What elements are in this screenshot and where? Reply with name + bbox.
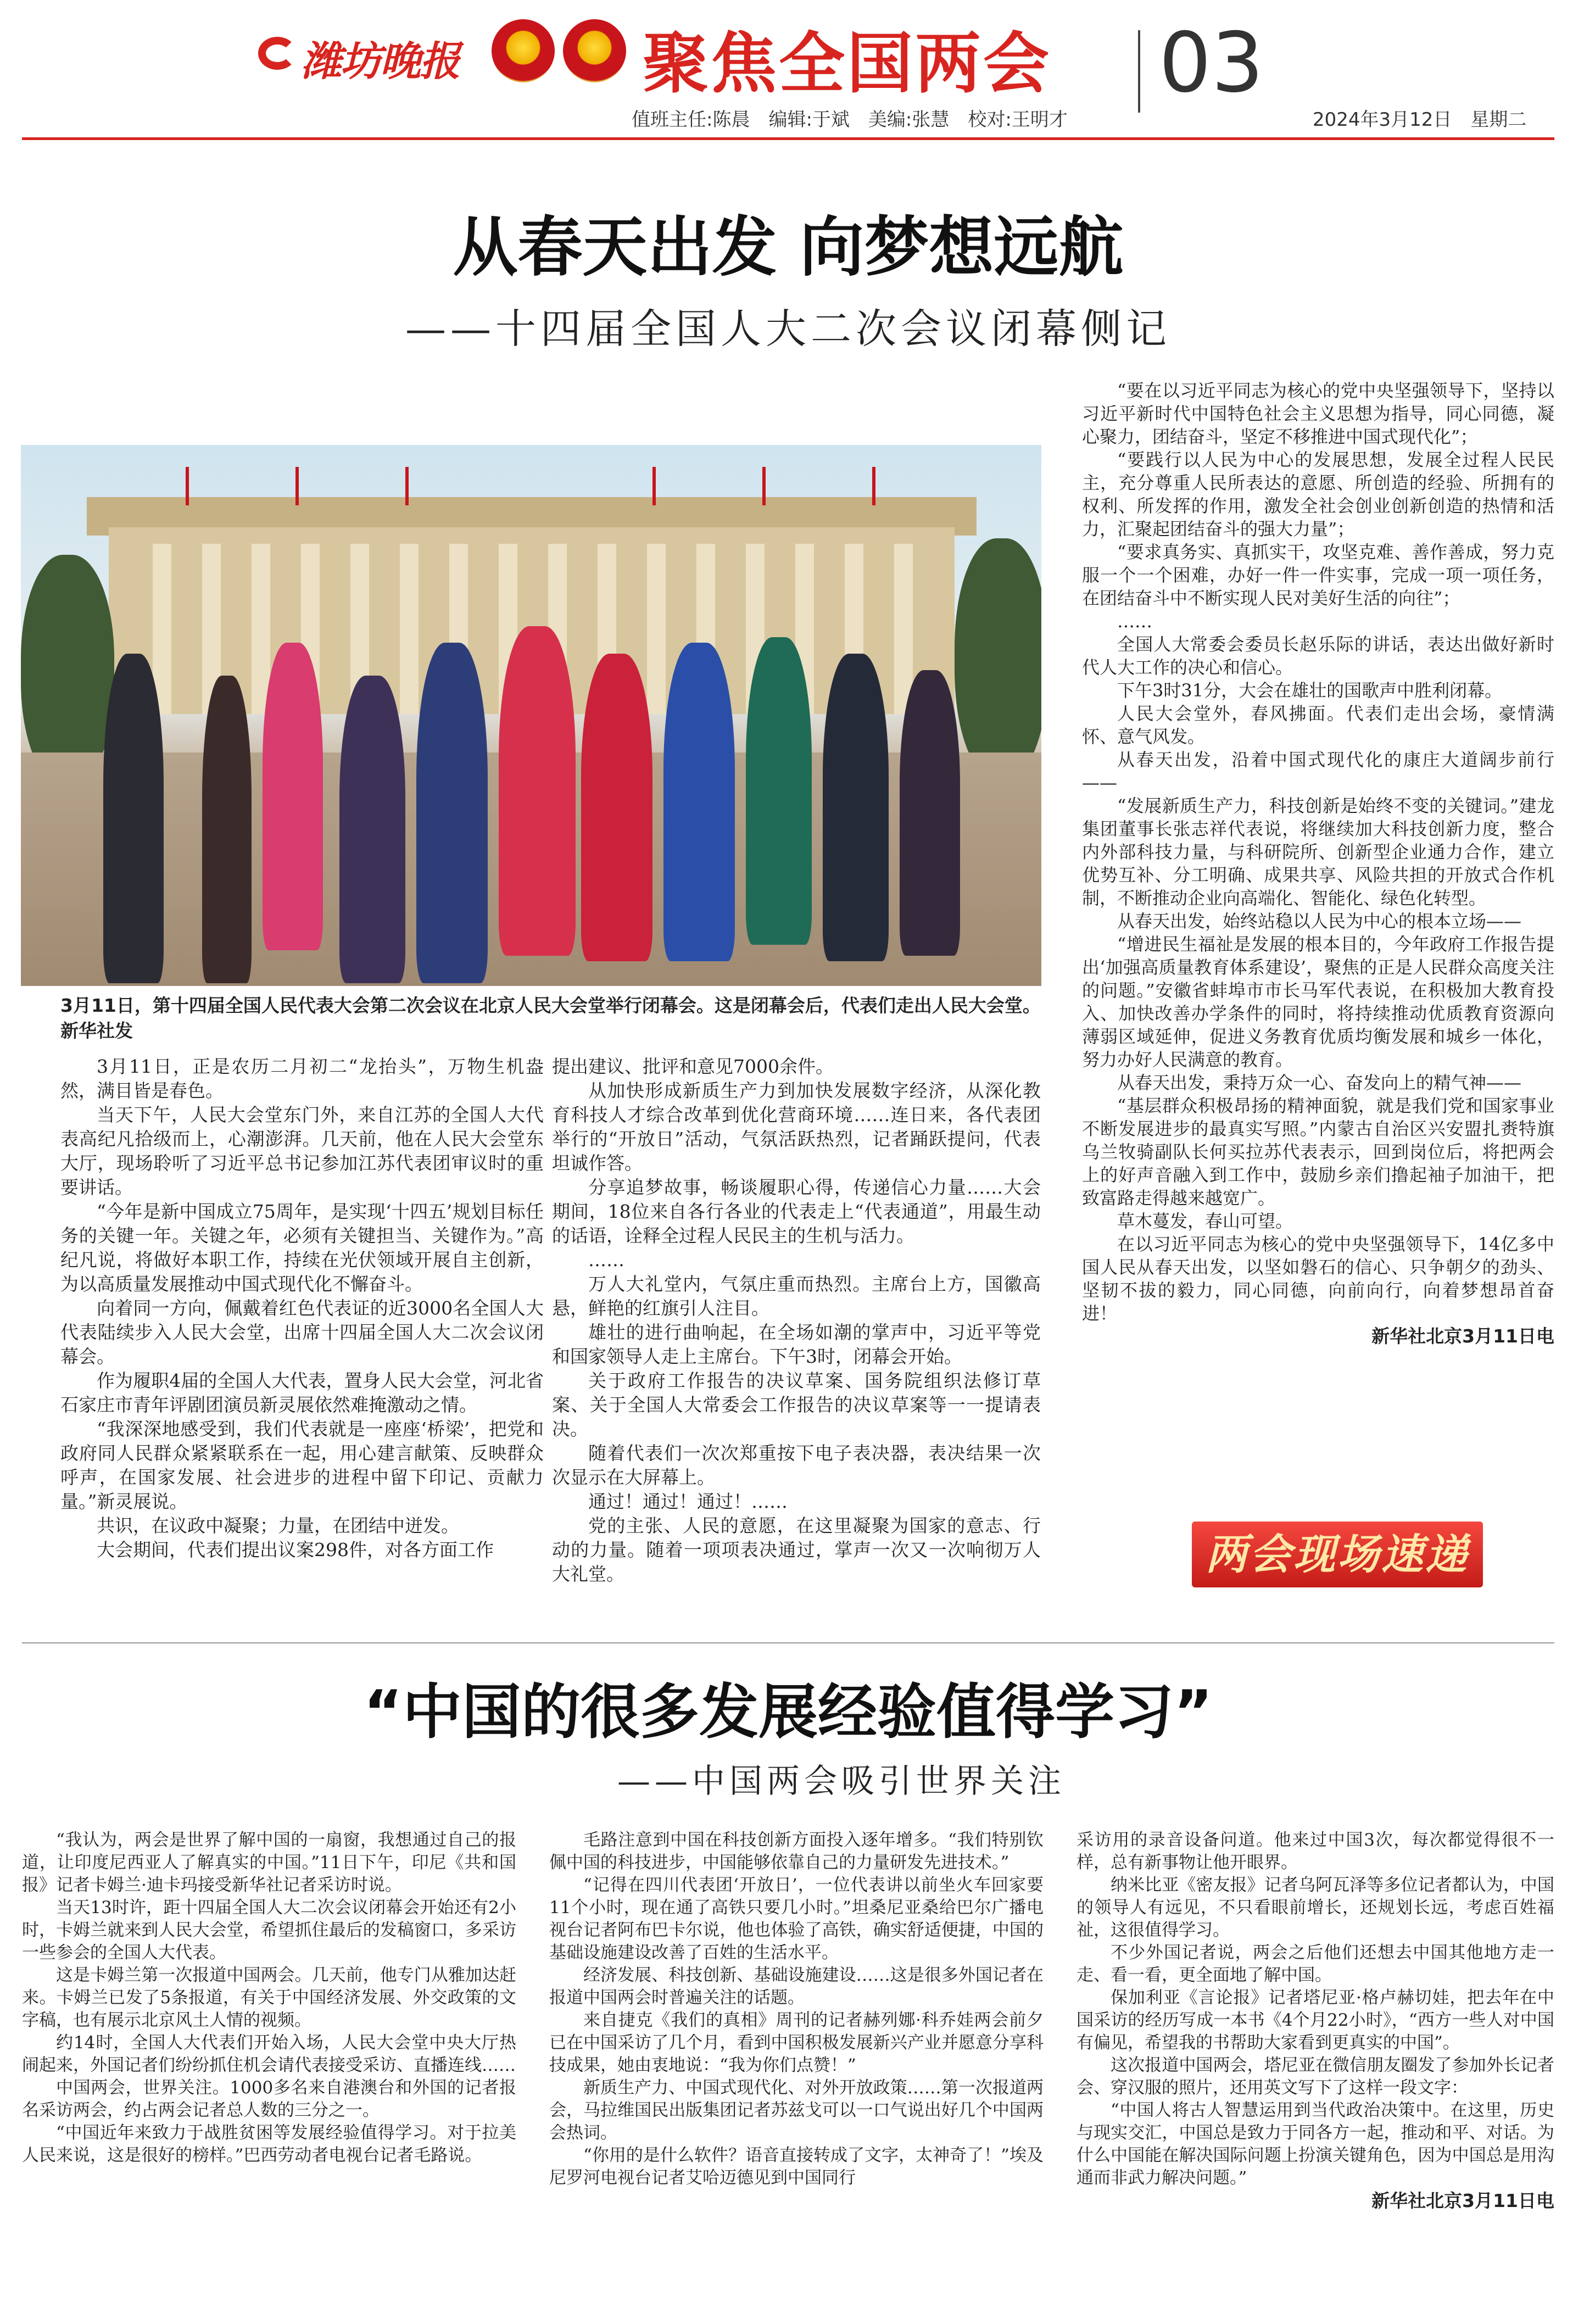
paragraph: 分享追梦故事，畅谈履职心得，传递信心力量……大会期间，18位来自各行各业的代表走上“代表通道”，用最生动的话语，诠释全过程人民民主的生机与活力。 <box>552 1177 1041 1246</box>
paragraph: 保加利亚《言论报》记者塔尼亚·格卢赫切娃，把去年在中国采访的经历写成一本书《4个月22小时》，“西方一些人对中国有偏见，希望我的书帮助大家看到更真实的中国”。 <box>1076 1988 1554 2053</box>
paragraph: 人民大会堂外，春风拂面。代表们走出会场，豪情满怀、意气风发。 <box>1082 703 1554 747</box>
brand-logo-icon <box>258 37 297 70</box>
paragraph: 来自捷克《我们的真相》周刊的记者赫列娜·科乔娃两会前夕已在中国采访了几个月，看到中国积极发展新兴产业并愿意分享科技成果，她由衷地说：“我为你们点赞！” <box>549 2010 1044 2075</box>
masthead-divider <box>1138 30 1140 113</box>
page-number: 03 <box>1159 15 1264 111</box>
paragraph: 当天13时许，距十四届全国人大二次会议闭幕会开始还有2小时，卡姆兰就来到人民大会堂，希望抓住最后的发稿窗口，多采访一些参会的全国人大代表。 <box>22 1898 516 1963</box>
article2-signature: 新华社北京3月11日电 <box>1371 2190 1554 2211</box>
paragraph: 当天下午，人民大会堂东门外，来自江苏的全国人大代表高纪凡拾级而上，心潮澎湃。几天前，他在人民大会堂东大厅，现场聆听了习近平总书记参加江苏代表团审议时的重要讲话。 <box>60 1104 544 1198</box>
article2-headline: “中国的很多发展经验值得学习” <box>364 1678 1213 1747</box>
paragraph: 这次报道中国两会，塔尼亚在微信朋友圈发了参加外长记者会、穿汉服的照片，还用英文写下了这样一段文字： <box>1076 2055 1554 2098</box>
paragraph: 党的主张、人民的意愿，在这里凝聚为国家的意志、行动的力量。随着一项项表决通过，掌声一次又一次响彻万人大礼堂。 <box>552 1515 1041 1585</box>
article2-column-3 <box>1076 1829 1554 2212</box>
paragraph: 采访用的录音设备问道。他来过中国3次，每次都觉得很不一样，总有新事物让他开眼界。 <box>1076 1830 1554 1872</box>
paragraph: 在以习近平同志为核心的党中央坚强领导下，14亿多中国人民从春天出发，以坚如磐石的信心、只争朝夕的劲头、坚韧不拔的毅力，同心同德，向前向行，向着梦想昂首奋进！ <box>1082 1234 1554 1324</box>
cppcc-emblem-icon <box>563 19 626 82</box>
paragraph: 从加快形成新质生产力到加快发展数字经济，从深化教育科技人才综合改革到优化营商环境……连日来，各代表团举行的“开放日”活动，气氛活跃热烈，记者踊跃提问，代表坦诚作答。 <box>552 1080 1041 1174</box>
paragraph: “我深深地感受到，我们代表就是一座座‘桥梁’，把党和政府同人民群众紧紧联系在一起，用心建言献策、反映群众呼声，在国家发展、社会进步的进程中留下印记、贡献力量。”新灵展说。 <box>60 1418 544 1512</box>
paragraph: 万人大礼堂内，气氛庄重而热烈。主席台上方，国徽高悬，鲜艳的红旗引人注目。 <box>552 1273 1041 1319</box>
delegates-photo <box>21 445 1041 986</box>
paragraph: “要求真务实、真抓实干，攻坚克难、善作善成，努力克服一个一个困难，办好一件一件实事，完成一项一项任务，在团结奋斗中不断实现人民对美好生活的向往”； <box>1082 542 1554 609</box>
issue-date: 2024年3月12日 星期二 <box>1313 109 1527 131</box>
live-report-badge: 两会现场速递 <box>1192 1522 1483 1587</box>
article1-headline: 从春天出发 向梦想远航 <box>453 209 1124 285</box>
article-divider <box>22 1642 1554 1643</box>
paragraph: 从春天出发，始终站稳以人民为中心的根本立场—— <box>1117 911 1522 932</box>
paragraph: 大会期间，代表们提出议案298件，对各方面工作 <box>97 1539 494 1561</box>
article2-column-1 <box>22 1829 516 2167</box>
article1-column-3 <box>1082 379 1554 1348</box>
paragraph: 这是卡姆兰第一次报道中国两会。几天前，他专门从雅加达赶来。卡姆兰已发了5条报道，有关于中国经济发展、外交政策的文字稿，也有展示北京风土人情的视频。 <box>22 1965 516 2030</box>
paragraph: 经济发展、科技创新、基础设施建设……这是很多外国记者在报道中国两会时普遍关注的话题。 <box>549 1965 1044 2008</box>
paragraph: 中国两会，世界关注。1000多名来自港澳台和外国的记者报名采访两会，约占两会记者总人数的三分之一。 <box>22 2078 516 2120</box>
masthead-rule <box>22 137 1554 140</box>
paragraph: “要在以习近平同志为核心的党中央坚强领导下，坚持以习近平新时代中国特色社会主义思想为指导，同心同德，凝心聚力，团结奋斗，坚定不移推进中国式现代化”； <box>1082 380 1554 447</box>
paragraph: “中国近年来致力于战胜贫困等发展经验值得学习。对于拉美人民来说，这是很好的榜样。”巴西劳动者电视台记者毛路说。 <box>22 2123 516 2165</box>
paragraph: 全国人大常委会委员长赵乐际的讲话，表达出做好新时代人大工作的决心和信心。 <box>1082 634 1554 678</box>
paragraph: 雄壮的进行曲响起，在全场如潮的掌声中，习近平等党和国家领导人走上主席台。下午3时，闭幕会开始。 <box>552 1322 1041 1367</box>
photo-caption: 3月11日，第十四届全国人民代表大会第二次会议在北京人民大会堂举行闭幕会。这是闭幕会后，代表们走出人民大会堂。 新华社发 <box>60 995 1050 1041</box>
paragraph: 通过！通过！通过！…… <box>588 1491 788 1512</box>
paragraph: 毛路注意到中国在科技创新方面投入逐年增多。“我们特别钦佩中国的科技进步，中国能够依靠自己的力量研发先进技术。” <box>549 1830 1044 1872</box>
paragraph: 纳米比亚《密友报》记者乌阿瓦泽等多位记者都认为，中国的领导人有远见，不只看眼前增长，还规划长远，考虑百姓福祉，这很值得学习。 <box>1076 1875 1554 1940</box>
paragraph: 约14时，全国人大代表们开始入场，人民大会堂中央大厅热闹起来，外国记者们纷纷抓住机会请代表接受采访、直播连线…… <box>22 2033 516 2075</box>
paragraph: “今年是新中国成立75周年，是实现‘十四五’规划目标任务的关键一年。关键之年，必须有关键担当、关键作为。”高纪凡说，将做好本职工作，持续在光伏领域开展自主创新，为以高质量发展推动中国式现代化不懈奋斗。 <box>60 1201 544 1295</box>
article1-signature: 新华社北京3月11日电 <box>1371 1325 1554 1347</box>
section-title: 聚焦全国两会 <box>643 26 1051 102</box>
brand-name: 潍坊晚报 <box>301 38 459 85</box>
paragraph: …… <box>1117 611 1152 632</box>
article1-column-2 <box>552 1055 1041 1586</box>
paragraph: …… <box>588 1249 624 1270</box>
paragraph: “你用的是什么软件？语音直接转成了文字，太神奇了！”埃及尼罗河电视台记者艾哈迈德见到中国同行 <box>549 2145 1044 2188</box>
paragraph: “我认为，两会是世界了解中国的一扇窗，我想通过自己的报道，让印度尼西亚人了解真实的中国。”11日下午，印尼《共和国报》记者卡姆兰·迪卡玛接受新华社记者采访时说。 <box>22 1830 516 1895</box>
article1-column-1 <box>60 1055 544 1562</box>
paragraph: 草木蔓发，春山可望。 <box>1117 1211 1293 1231</box>
staff-line: 值班主任:陈晨 编辑:于斌 美编:张慧 校对:王明才 <box>632 109 1068 131</box>
newspaper-brand <box>258 25 489 85</box>
paragraph: 3月11日，正是农历二月初二“龙抬头”，万物生机盎然，满目皆是春色。 <box>60 1056 544 1101</box>
paragraph: “增进民生福祉是发展的根本目的，今年政府工作报告提出‘加强高质量教育体系建设’，聚焦的正是人民群众高度关注的问题。”安徽省蚌埠市市长马军代表说，在积极加大教育投入、加快改善办学条件的同时，将持续推动优质教育资源向薄弱区域延伸，促进义务教育优质均衡发展和城乡一体化，努力办好人民满意的教育。 <box>1082 934 1554 1070</box>
paragraph: 提出建议、批评和意见7000余件。 <box>552 1056 834 1077</box>
paragraph: “要践行以人民为中心的发展思想，发展全过程人民民主，充分尊重人民所表达的意愿、所创造的经验、所拥有的权利、所发挥的作用，激发全社会创业创新创造的热情和活力，汇聚起团结奋斗的强大力量”； <box>1082 449 1554 539</box>
paragraph: 作为履职4届的全国人大代表，置身人民大会堂，河北省石家庄市青年评剧团演员新灵展依然难掩激动之情。 <box>60 1370 544 1415</box>
paragraph: 共识，在议政中凝聚；力量，在团结中迸发。 <box>97 1515 459 1536</box>
paragraph: 下午3时31分，大会在雄壮的国歌声中胜利闭幕。 <box>1117 680 1503 701</box>
article2-column-2 <box>549 1829 1044 2189</box>
paragraph: 随着代表们一次次郑重按下电子表决器，表决结果一次次显示在大屏幕上。 <box>552 1442 1041 1488</box>
paragraph: 从春天出发，秉持万众一心、奋发向上的精气神—— <box>1117 1072 1522 1093</box>
paragraph: “基层群众积极昂扬的精神面貌，就是我们党和国家事业不断发展进步的最真实写照。”内蒙古自治区兴安盟扎赉特旗乌兰牧骑副队长何买拉苏代表表示，回到岗位后，将把两会上的好声音融入到工作中，鼓励乡亲们撸起袖子加油干，把致富路走得越来越宽广。 <box>1082 1095 1554 1208</box>
article1-subhead: ——十四届全国人大二次会议闭幕侧记 <box>405 305 1171 353</box>
paragraph: 不少外国记者说，两会之后他们还想去中国其他地方走一走、看一看，更全面地了解中国。 <box>1076 1943 1554 1985</box>
paragraph: “发展新质生产力，科技创新是始终不变的关键词。”建龙集团董事长张志祥代表说，将继续加大科技创新力度，整合内外部科技力量，与科研院所、创新型企业通力合作，建立优势互补、分工明确、成果共享、风险共担的开放式合作机制，不断推动企业向高端化、智能化、绿色化转型。 <box>1082 795 1554 909</box>
paragraph: 新质生产力、中国式现代化、对外开放政策……第一次报道两会，马拉维国民出版集团记者苏兹戈可以一口气说出好几个中国两会热词。 <box>549 2078 1044 2143</box>
paragraph: 关于政府工作报告的决议草案、国务院组织法修订草案、关于全国人大常委会工作报告的决议草案等一一提请表决。 <box>552 1370 1041 1440</box>
paragraph: “中国人将古人智慧运用到当代政治决策中。在这里，历史与现实交汇，中国总是致力于同各方一起，推动和平、对话。为什么中国能在解决国际问题上扮演关键角色，因为中国总是用沟通而非武力解决问题。” <box>1076 2100 1554 2188</box>
paragraph: 向着同一方向，佩戴着红色代表证的近3000名全国人大代表陆续步入人民大会堂，出席十四届全国人大二次会议闭幕会。 <box>60 1297 544 1367</box>
paragraph: “记得在四川代表团‘开放日’，一位代表讲以前坐火车回家要11个小时，现在通了高铁只要几小时。”坦桑尼亚桑给巴尔广播电视台记者阿布巴卡尔说，他也体验了高铁，确实舒适便捷，中国的基础设施建设改善了百姓的生活水平。 <box>549 1875 1044 1963</box>
national-emblem-icon <box>492 19 555 82</box>
article2-subhead: ——中国两会吸引世界关注 <box>617 1762 1066 1801</box>
paragraph: 从春天出发，沿着中国式现代化的康庄大道阔步前行—— <box>1082 749 1554 793</box>
